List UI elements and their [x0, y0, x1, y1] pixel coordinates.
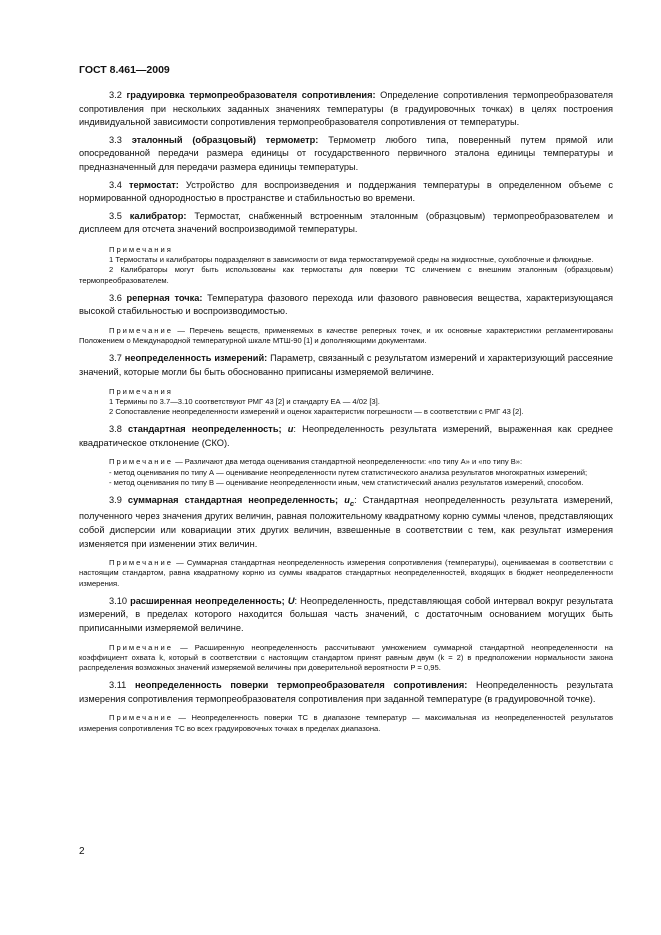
notes-3-5 [79, 245, 613, 286]
term-definition: : Неопределенность, представляющая собой интервал вокруг результата измерений, в пределах которого находится большая часть значений, с достаточным основанием могущих быть приписанными измеряемой величине. [79, 595, 613, 633]
term-3-8 [79, 423, 613, 450]
note-item: 2 Сопоставление неопределенности измерений и оценок характеристик погрешности — в соответствии с РМГ 43 [2]. [109, 406, 524, 416]
term-number: 3.8 [109, 424, 122, 435]
note-3-6 [79, 326, 613, 346]
term-definition: Неопределенность результата измерения сопротивления термопреобразователя сопротивления при заданной температуре (в градуировочной точке). [79, 680, 613, 704]
note-item: 1 Термины по 3.7—3.10 соответствуют РМГ 43 [2] и стандарту ЕА — 4/02 [3]. [109, 396, 380, 406]
note-label: Примечание [109, 642, 173, 652]
term-title: термостат: [128, 179, 179, 190]
note-extra: - метод оценивания по типу А — оценивание неопределенности путем статистического анализа результатов многократных измерений; [109, 467, 588, 477]
notes-3-7 [79, 387, 613, 418]
term-title: неопределенность измерений: [124, 353, 268, 364]
term-title: эталонный (образцовый) термометр: [131, 134, 319, 145]
term-3-4 [79, 179, 613, 206]
term-definition: Термометр любого типа, поверенный путем прямой или опосредованной передачи размера единицы от государственного первичного эталона единицы температуры и предназначенный для передачи размера единицы температуры. [79, 134, 613, 172]
note-3-10 [79, 643, 613, 674]
term-3-7 [79, 352, 613, 379]
term-title: градуировка термопреобразователя сопротивления: [126, 90, 376, 100]
term-number: 3.9 [109, 494, 122, 505]
term-definition: Устройство для воспроизведения и поддержания температуры в определенном объеме с нормированной однородностью в пространстве и стабильностью во времени. [79, 179, 613, 204]
term-number: 3.2 [109, 90, 122, 100]
document-header: ГОСТ 8.461—2009 [79, 64, 170, 76]
term-number: 3.10 [109, 595, 128, 606]
term-title: суммарная стандартная неопределенность; [127, 494, 339, 505]
document-body [79, 89, 613, 740]
note-3-8 [79, 457, 613, 488]
note-text: — Суммарная стандартная неопределенность измерения сопротивления (температуры), оцениваемая в соответствии с настоящим стандартом, равна квадратному корню из суммы квадратов стандартных неопределенностей, входящих в бюджет неопределенности измерения. [79, 558, 613, 588]
term-title: стандартная неопределенность; [128, 424, 282, 435]
note-3-9 [79, 558, 613, 589]
term-title: расширенная неопределенность; [130, 595, 285, 606]
page-number: 2 [79, 846, 85, 857]
term-symbol-subscript: c [349, 498, 355, 508]
term-number: 3.11 [109, 680, 127, 691]
note-extra: - метод оценивания по типу В — оценивание неопределенности иным, чем статистический анализ результатов измерений, способом. [109, 477, 584, 487]
note-text: — Различают два метода оценивания стандартной неопределенности: «по типу А» и «по типу В»: [172, 457, 523, 467]
note-3-11 [79, 713, 613, 733]
note-first-line [79, 457, 613, 467]
note-label: Примечание [109, 325, 173, 335]
term-3-2 [79, 89, 613, 130]
term-definition: Параметр, связанный с результатом измерений и характеризующий рассеяние значений, которые могли бы быть обоснованно приписаны измеряемой величине. [79, 353, 614, 377]
term-definition: : Стандартная неопределенность результата измерений, полученного через значения других величин, равная положительному квадратному корню суммы членов, представляющих собой дисперсии или ковариации этих других величин, взвешенные в соответствии с тем, как результат измерения изменяется при изменении этих величин. [79, 494, 613, 549]
term-definition: Термостат, снабженный встроенным эталонным (образцовым) термопреобразователем и дисплеем для отсчета значений воспроизводимой температуры. [79, 210, 613, 235]
term-definition: Определение сопротивления термопреобразователя сопротивления при нескольких заданных значениях температуры (в градуировочных точках) в целях построения индивидуальной зависимости сопротивления термопреобразователя сопротивления от температуры. [79, 90, 613, 128]
term-3-6 [79, 292, 613, 319]
note-text: — Перечень веществ, применяемых в качестве реперных точек, и их основные характеристики регламентированы Положением о Международной температурной шкале МТШ-90 [1] и дополняющими документами. [79, 325, 613, 346]
term-number: 3.4 [109, 179, 122, 190]
note-label: Примечание [109, 713, 173, 723]
term-definition: Температура фазового перехода или фазового равновесия вещества, характеризующаяся высокой стабильностью и воспроизводимостью. [79, 292, 613, 317]
term-symbol: U [287, 595, 295, 606]
term-3-5 [79, 210, 613, 237]
term-3-10 [79, 595, 613, 636]
note-item: 2 Калибраторы могут быть использованы как термостаты для поверки ТС сличением с внешним эталонным (образцовым) термопреобразователем. [79, 265, 613, 285]
note-text: — Расширенную неопределенность рассчитывают умножением суммарной стандартной неопределенности на коэффициент охвата k, который в соответствии с настоящим стандартом принят равным двум (k = 2) в предположении нормальности закона распределения возможных значений измеряемой величины при доверительной вероятности P = 0,95. [79, 642, 613, 672]
term-number: 3.3 [109, 134, 122, 145]
term-title: реперная точка: [126, 292, 203, 303]
term-3-3 [79, 134, 613, 175]
notes-heading: Примечания [109, 386, 173, 396]
note-label: Примечание [109, 457, 173, 467]
term-3-11 [79, 679, 613, 706]
term-symbol: u [344, 494, 350, 505]
note-label: Примечание [109, 558, 173, 568]
term-3-9 [79, 494, 613, 551]
term-definition: : Неопределенность результата измерений, выраженная как среднее квадратическое отклонение (СКО). [79, 424, 613, 448]
term-symbol: u [287, 424, 294, 435]
note-item: 1 Термостаты и калибраторы подразделяют в зависимости от вида термостатируемой среды на жидкостные, сухоблочные и флюидные. [109, 255, 594, 265]
term-title: неопределенность поверки термопреобразователя сопротивления: [134, 680, 468, 691]
note-text: — Неопределенность поверки ТС в диапазоне температур — максимальная из неопределенностей результатов измерения сопротивления ТС во всех градуировочных точках в пределах диапазона. [79, 713, 613, 733]
term-number: 3.7 [109, 353, 122, 364]
term-number: 3.5 [109, 210, 122, 221]
term-number: 3.6 [109, 292, 122, 303]
term-title: калибратор: [129, 210, 187, 221]
notes-heading: Примечания [109, 244, 173, 254]
